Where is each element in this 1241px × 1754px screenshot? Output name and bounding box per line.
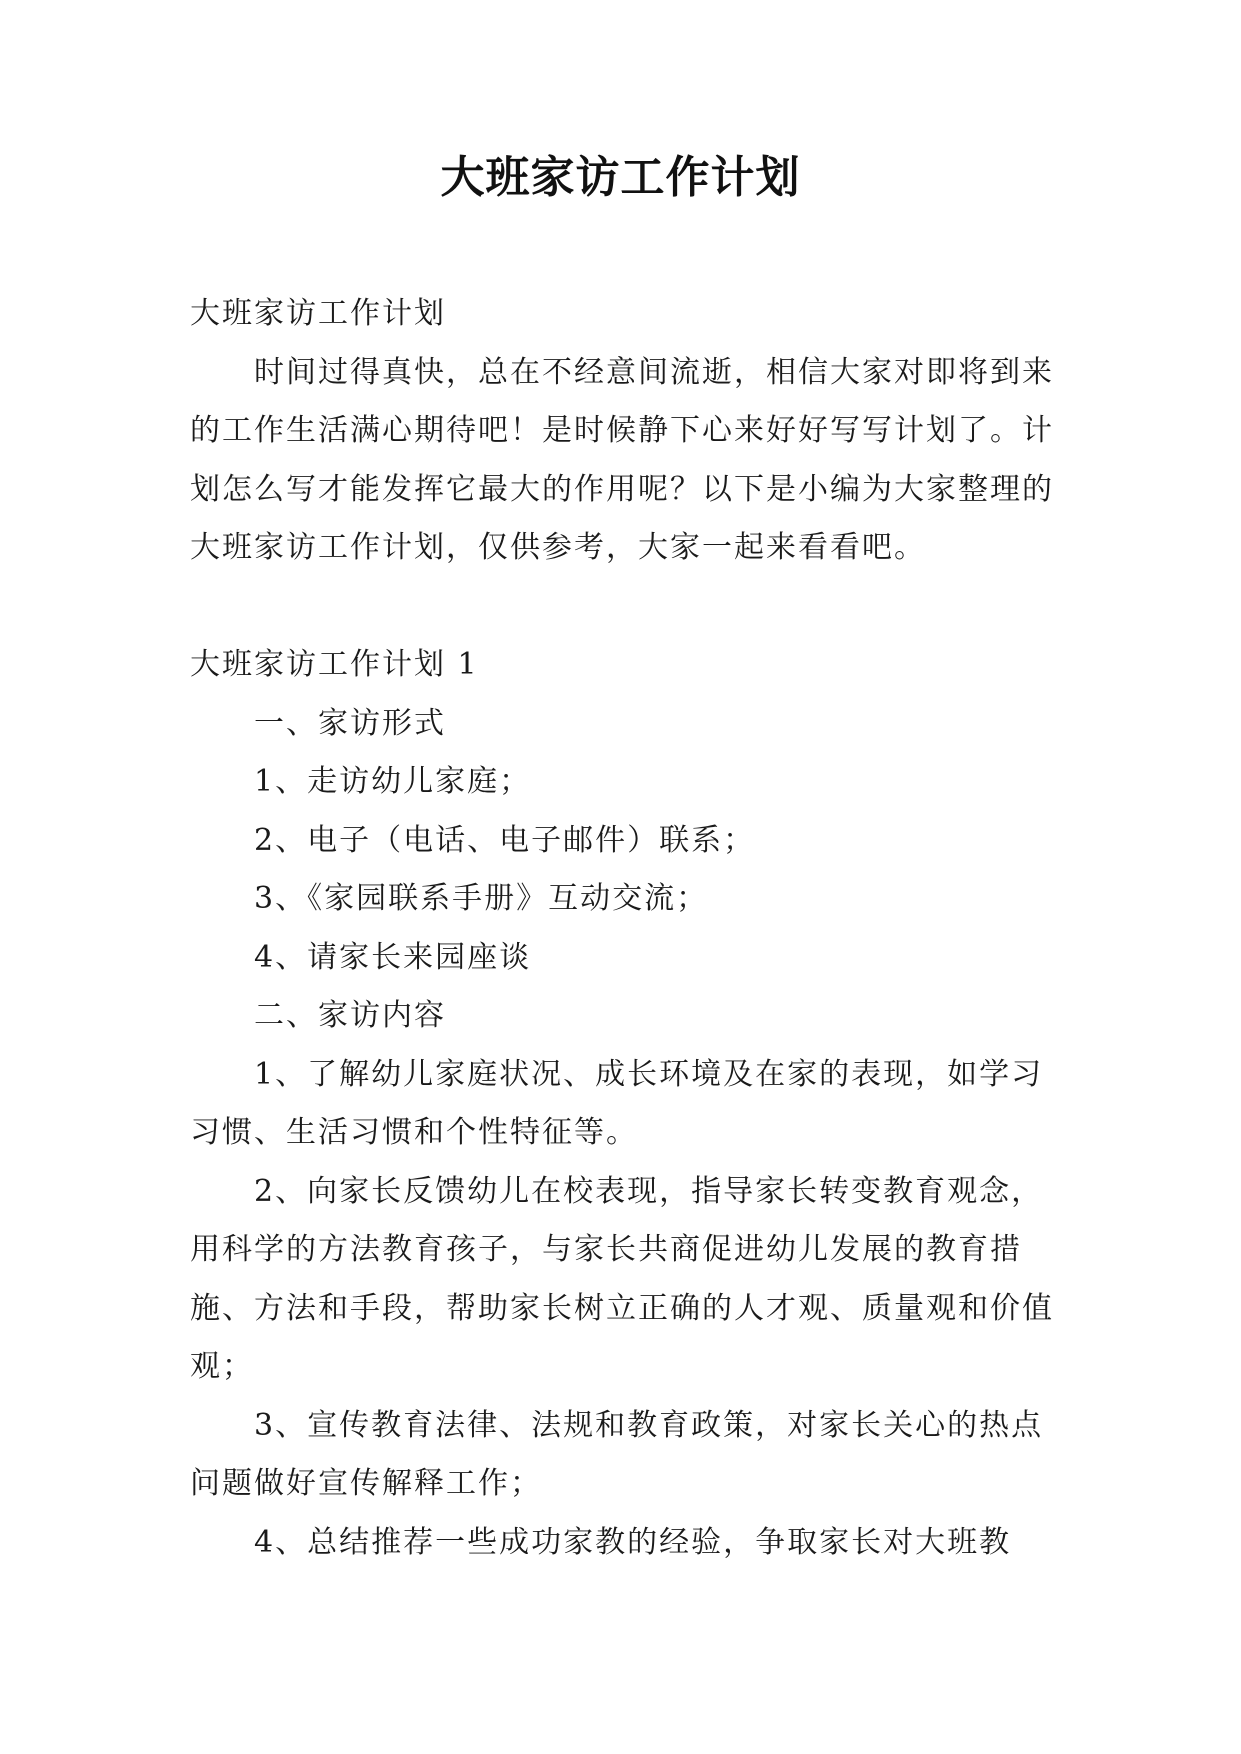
list-item-content: 2、向家长反馈幼儿在校表现，指导家长转变教育观念，用科学的方法教育孩子，与家长共商促进幼儿发展的教育措施、方法和手段，帮助家长树立正确的人才观、质量观和价值观； [190,1173,1054,1384]
list-item-content: 3、宣传教育法律、法规和教育政策，对家长关心的热点问题做好宣传解释工作； [190,1407,1044,1501]
subtitle-line: 大班家访工作计划 [190,296,446,331]
list-item-content: 1、了解幼儿家庭状况、成长环境及在家的表现，如学习习惯、生活习惯和个性特征等。 [190,1056,1044,1150]
document-title: 大班家访工作计划 [440,152,801,203]
document-body [190,285,1060,1572]
list-item-form: 3、《家园联系手册》互动交流； [254,881,709,916]
list-item-form: 1、走访幼儿家庭； [254,764,532,799]
list-item-form: 2、电子（电话、电子邮件）联系； [254,822,756,858]
paragraph-gap [190,578,1060,637]
part-heading-forms: 一、家访形式 [254,705,446,741]
list-item-form: 4、请家长来园座谈 [254,939,532,975]
part-heading-contents: 二、家访内容 [254,998,446,1033]
list-item-content: 4、总结推荐一些成功家教的经验，争取家长对大班教 [254,1524,1012,1560]
section-heading: 大班家访工作计划 1 [190,647,479,682]
intro-paragraph: 时间过得真快，总在不经意间流逝，相信大家对即将到来的工作生活满心期待吧！是时候静下心来好好写写计划了。计划怎么写才能发挥它最大的作用呢？以下是小编为大家整理的大班家访工作计划，仅供参考，大家一起来看看吧。 [190,354,1054,565]
